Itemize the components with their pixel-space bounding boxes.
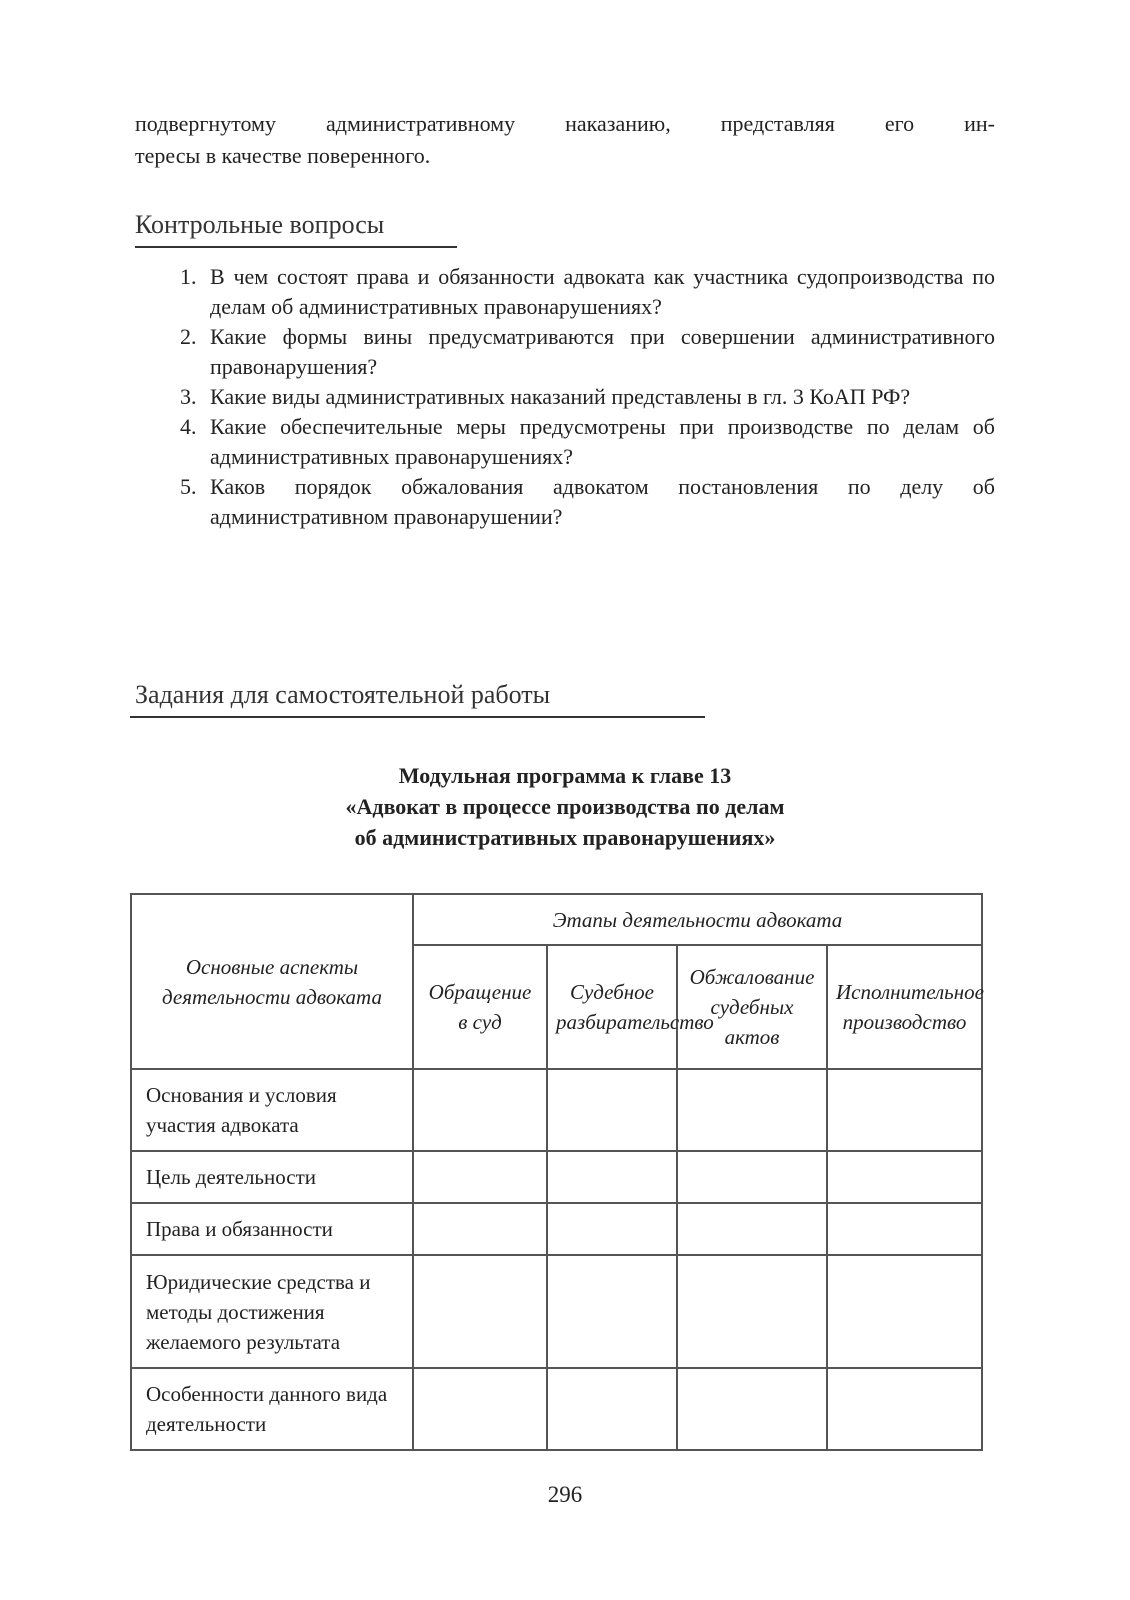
table-cell xyxy=(827,1368,982,1450)
question-item xyxy=(180,382,995,412)
question-text: Каков порядок обжалования адвокатом постановления по делу об административном правонарушении? xyxy=(210,474,995,529)
table-row xyxy=(131,1151,982,1203)
table-row xyxy=(131,1368,982,1450)
module-program-table xyxy=(130,893,983,1451)
program-title xyxy=(185,760,945,853)
table-cell xyxy=(677,1069,827,1151)
question-number: 2. xyxy=(180,324,197,349)
table-cell xyxy=(547,1151,677,1203)
question-number: 5. xyxy=(180,474,197,499)
stage-header: Исполнительное производство xyxy=(827,945,982,1069)
table-cell xyxy=(413,1255,547,1368)
question-number: 1. xyxy=(180,264,197,289)
questions-list xyxy=(180,262,995,532)
table-cell xyxy=(413,1203,547,1255)
table-cell xyxy=(413,1151,547,1203)
intro-line-1: подвергнутому административному наказанию, представляя его ин- xyxy=(135,111,995,136)
table-cell xyxy=(677,1151,827,1203)
table-cell xyxy=(413,1069,547,1151)
table-cell xyxy=(413,1368,547,1450)
program-title-line-1: Модульная программа к главе 13 xyxy=(398,763,732,788)
stage-header: Обжалование судебных актов xyxy=(677,945,827,1069)
table-cell xyxy=(677,1368,827,1450)
table-row xyxy=(131,1069,982,1151)
question-text: Какие формы вины предусматриваются при совершении административного правонарушения? xyxy=(210,324,995,379)
question-item xyxy=(180,472,995,532)
question-item xyxy=(180,322,995,382)
intro-line-2: тересы в качестве поверенного. xyxy=(135,143,431,168)
table-cell xyxy=(547,1203,677,1255)
question-text: Какие обеспечительные меры предусмотрены при производстве по делам об административных правонарушениях? xyxy=(210,414,995,469)
stage-header: Обращение в суд xyxy=(413,945,547,1069)
page-number: 296 xyxy=(547,1482,583,1507)
row-label: Особенности данного вида деятельности xyxy=(131,1368,413,1450)
row-label: Цель деятельности xyxy=(131,1151,413,1203)
table-cell xyxy=(547,1069,677,1151)
program-title-line-2: «Адвокат в процессе производства по делам xyxy=(345,794,785,819)
question-item xyxy=(180,262,995,322)
table-cell xyxy=(677,1203,827,1255)
question-text: Какие виды административных наказаний представлены в гл. 3 КоАП РФ? xyxy=(210,384,911,409)
question-text: В чем состоят права и обязанности адвоката как участника судопроизводства по делам об административных правонарушениях? xyxy=(210,264,995,319)
row-label: Основания и условия участия адвоката xyxy=(131,1069,413,1151)
question-item xyxy=(180,412,995,472)
program-title-line-3: об административных правонарушениях» xyxy=(354,825,776,850)
table-cell xyxy=(827,1203,982,1255)
intro-paragraph xyxy=(135,108,995,172)
question-number: 3. xyxy=(180,384,197,409)
table-cell xyxy=(827,1255,982,1368)
stages-header: Этапы деятельности адвоката xyxy=(413,894,982,945)
row-label: Права и обязанности xyxy=(131,1203,413,1255)
question-number: 4. xyxy=(180,414,197,439)
table-row xyxy=(131,1203,982,1255)
table-row xyxy=(131,1255,982,1368)
table-cell xyxy=(827,1151,982,1203)
table-cell xyxy=(547,1368,677,1450)
row-label: Юридические средства и методы достижения желаемого результата xyxy=(131,1255,413,1368)
stage-header: Судебное разбирательство xyxy=(547,945,677,1069)
table-cell xyxy=(677,1255,827,1368)
questions-heading: Контрольные вопросы xyxy=(135,208,457,248)
table-cell xyxy=(827,1069,982,1151)
table-cell xyxy=(547,1255,677,1368)
aspects-header: Основные аспекты деятельности адвоката xyxy=(131,894,413,1069)
tasks-heading: Задания для самостоятельной работы xyxy=(130,678,705,718)
